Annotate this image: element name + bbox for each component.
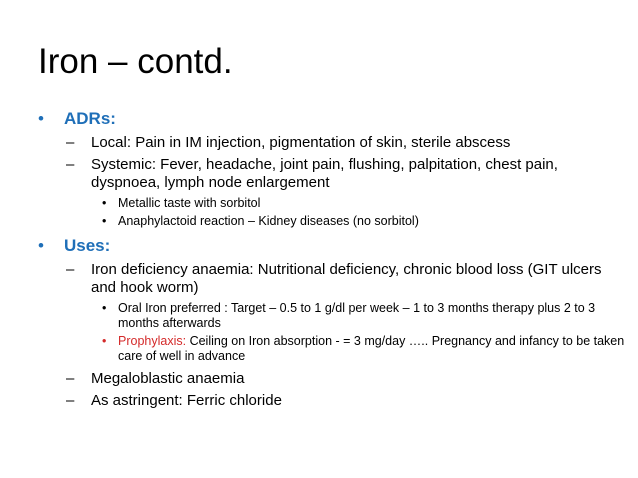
dash-glyph: –: [66, 370, 75, 387]
uses-megaloblastic-text: Megaloblastic anaemia: [91, 370, 245, 387]
bullet-glyph: •: [102, 214, 107, 228]
bullet-glyph: •: [102, 301, 107, 315]
bullet-uses: [38, 235, 628, 257]
uses-iron-deficiency-text: Iron deficiency anaemia: Nutritional deficiency, chronic blood loss (GIT ulcers and hook worm): [91, 261, 602, 296]
adrs-heading: ADRs:: [64, 109, 116, 128]
bullet-glyph: •: [38, 236, 44, 255]
uses-astringent-text: As astringent: Ferric chloride: [91, 392, 282, 409]
bullet-glyph: •: [102, 196, 107, 210]
bullet-adrs: [38, 108, 628, 130]
adrs-sub-text: Metallic taste with sorbitol: [118, 196, 261, 210]
prophylaxis-text: Ceiling on Iron absorption - = 3 mg/day ….. Pregnancy and infancy to be taken care of well in advance: [118, 334, 625, 363]
adrs-systemic-item: [38, 156, 628, 192]
uses-oral-iron-text: Oral Iron preferred : Target – 0.5 to 1 g/dl per week – 1 to 3 months therapy plus 2 to 3 months afterwards: [118, 301, 596, 330]
adrs-local-item: [38, 134, 628, 152]
adrs-sub-item: [38, 214, 628, 229]
dash-glyph: –: [66, 261, 75, 278]
prophylaxis-label: Prophylaxis:: [118, 334, 187, 348]
bullet-glyph: •: [38, 109, 44, 128]
uses-heading: Uses:: [64, 236, 111, 255]
dash-glyph: –: [66, 156, 75, 173]
dash-glyph: –: [66, 392, 75, 409]
uses-megaloblastic-item: [38, 370, 628, 388]
uses-astringent-item: [38, 392, 628, 410]
dash-glyph: –: [66, 134, 75, 151]
slide-body: [38, 108, 628, 414]
slide-title: Iron – contd.: [38, 42, 233, 81]
adrs-local-text: Local: Pain in IM injection, pigmentation of skin, sterile abscess: [91, 134, 511, 151]
uses-oral-iron-item: [38, 301, 628, 331]
adrs-sub-text: Anaphylactoid reaction – Kidney diseases (no sorbitol): [118, 214, 419, 228]
adrs-sub-item: [38, 196, 628, 211]
bullet-glyph: •: [102, 334, 107, 348]
uses-iron-deficiency-item: [38, 261, 628, 297]
uses-prophylaxis-item: [38, 334, 628, 364]
adrs-systemic-text: Systemic: Fever, headache, joint pain, flushing, palpitation, chest pain, dyspnoea, lymph node enlargement: [91, 156, 558, 191]
